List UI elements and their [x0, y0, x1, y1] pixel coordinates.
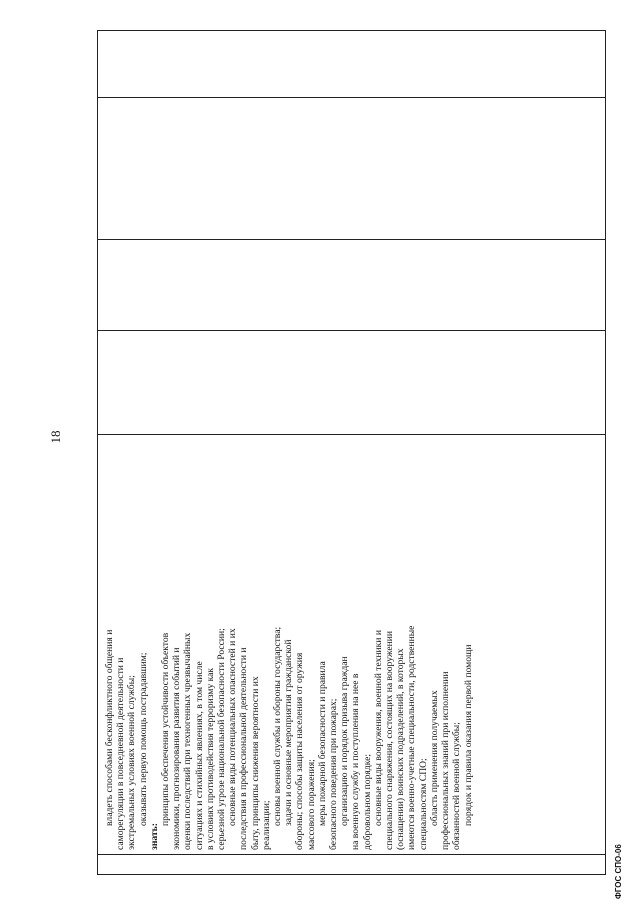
text-line: саморегуляции в повседневной деятельности и: [115, 657, 127, 850]
text-line: меры пожарной безопасности и правила: [316, 661, 328, 826]
text-line: задачи и основные мероприятия гражданской: [283, 639, 295, 826]
text-line: специальностям СПО;: [417, 758, 429, 850]
text-line: оказывать первую помощь пострадавшим;: [137, 652, 149, 826]
text-line: (оснащении) воинских подразделений, в которых: [395, 648, 407, 850]
text-line: обороны; способы защиты населения от оружия: [294, 652, 306, 850]
text-line: реализации;: [260, 800, 272, 850]
text-line: организацию и порядок призыва граждан: [339, 656, 351, 826]
text-line: добровольном порядке;: [361, 753, 373, 850]
table-column-empty-1: [98, 330, 605, 434]
text-line: имеются военно-учетные специальности, родственные: [406, 625, 418, 850]
text-line: владеть способами бесконфликтного общения и: [104, 629, 115, 826]
text-line: ситуациях и стихийных явлениях, в том числе: [193, 661, 205, 850]
text-line: массового поражения;: [305, 759, 317, 850]
text-line: оценки последствий при техногенных чрезвычайных: [182, 632, 194, 850]
text-line: основы военной службы и обороны государства;: [272, 626, 284, 826]
table-column-empty-4: [98, 31, 605, 97]
text-line: серьезной угрозе национальной безопасности России;: [216, 628, 228, 850]
text-line: принципы обеспечения устойчивости объектов: [160, 632, 172, 826]
text-line: профессиональных знаний при исполнении: [440, 671, 452, 850]
text-line: последствия в профессиональной деятельности и: [238, 647, 250, 850]
text-line: обязанностей военной службы;: [451, 722, 463, 850]
table-column-empty-3: [98, 97, 605, 239]
text-line: основные виды вооружения, военной техники и: [372, 630, 384, 826]
text-line: экстремальных условиях военной службы;: [126, 675, 138, 850]
text-line: на военную службу и поступления на нее в: [350, 673, 362, 850]
requirements-text: [104, 441, 474, 850]
text-line: в условиях противодействия терроризму как: [204, 667, 216, 850]
text-line: специального снаряжения, состоящих на вооружении: [384, 630, 396, 850]
text-line: основные виды потенциальных опасностей и их: [227, 628, 239, 826]
text-line: экономики, прогнозирования развития событий и: [171, 647, 183, 850]
text-line: безопасного поведения при пожарах;: [328, 698, 340, 850]
table-column-index: [98, 854, 605, 874]
table-column-empty-2: [98, 239, 605, 330]
footer-code: ФГОС СПО-06: [614, 844, 623, 899]
text-line: область применения получаемых: [428, 690, 440, 826]
requirements-table: [97, 30, 606, 875]
text-line: порядок и правила оказания первой помощи: [462, 644, 474, 826]
text-line: быту, принципы снижения вероятности их: [249, 676, 261, 850]
text-line: знать:: [148, 823, 160, 850]
table-column-requirements: [98, 434, 605, 854]
page-number: 18: [48, 430, 63, 444]
